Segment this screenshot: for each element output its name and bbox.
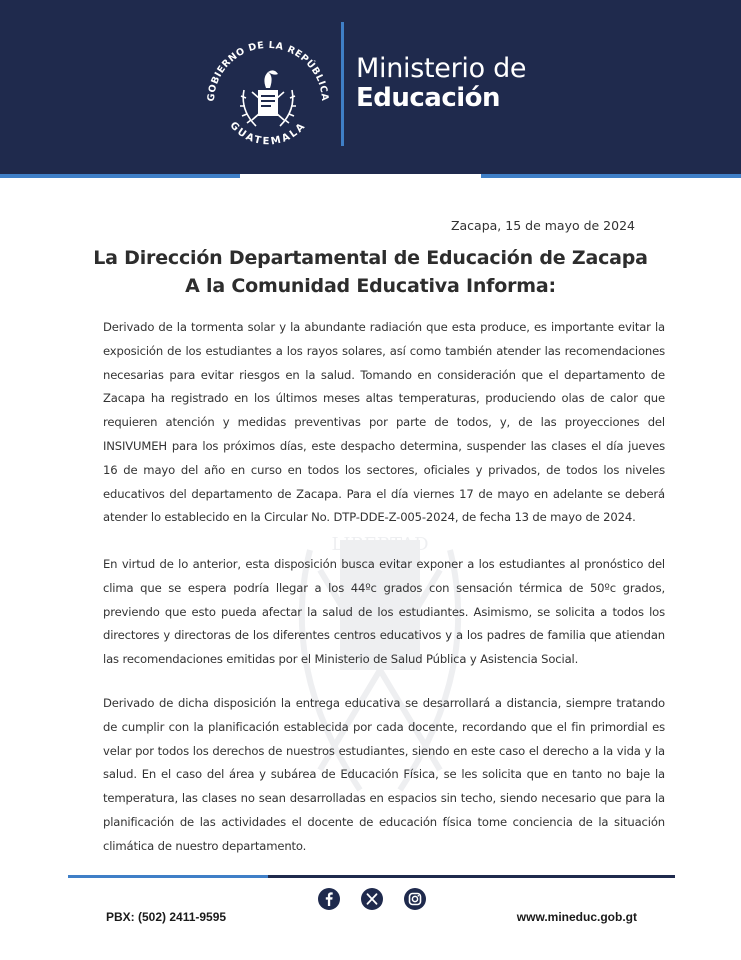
seal-bottom-text: GUATEMALA: [227, 120, 309, 148]
facebook-icon[interactable]: [318, 888, 340, 910]
paragraph-2: En virtud de lo anterior, esta disposición busca evitar exponer a los estudiantes al pronóstico del clima que se espera podría llegar a los 44ºc grados con sensación térmica de 50ºc grados, previendo que esto pueda afectar la salud de los estudiantes. Asimismo, se solicita a todos los directores y directoras de los diferentes centros educativos y a los padres de familia que atiendan las recomendaciones emitidas por el Ministerio de Salud Pública y Asistencia Social.: [103, 557, 665, 667]
coat-of-arms-seal-icon: [200, 40, 336, 150]
ministry-logo-text: [356, 54, 526, 112]
svg-text:GUATEMALA: [227, 120, 308, 147]
header-stripe: [0, 174, 741, 180]
watermark-text: LIBERTAD: [331, 534, 429, 555]
x-icon[interactable]: [361, 888, 383, 910]
document-title-line1: La Dirección Departamental de Educación de Zacapa: [93, 247, 648, 269]
ministry-name-line2: Educación: [356, 83, 501, 113]
seal-top-text: GOBIERNO DE LA REPÚBLICA: [205, 40, 331, 102]
document-date: Zacapa, 15 de mayo de 2024: [450, 218, 635, 233]
paragraph-3: Derivado de dicha disposición la entrega educativa se desarrollará a distancia, siempre tratando de cumplir con la planificación establecida por cada docente, recordando que el fin primordial es velar por todos los derechos de nuestros estudiantes, siendo en este caso el derecho a la vida y la salud. En el caso del área y subárea de Educación Física, se les solicita que en tanto no baje la temperatura, las clases no sean desarrolladas en espacios sin techo, siendo necesario que para la planificación de las actividades el docente de educación física tome conciencia de la situación climática de nuestro departamento.: [103, 696, 665, 853]
ministry-name-line1: Ministerio de: [356, 53, 527, 84]
footer-divider: [68, 875, 675, 879]
instagram-icon[interactable]: [404, 888, 426, 910]
header-divider: [341, 22, 344, 146]
pbx-phone: PBX: (502) 2411-9595: [106, 910, 227, 924]
document-title-line2: A la Comunidad Educativa Informa:: [185, 275, 556, 297]
website-link[interactable]: www.mineduc.gob.gt: [516, 910, 637, 924]
header-banner: [0, 0, 741, 174]
paragraph-1: Derivado de la tormenta solar y la abundante radiación que esta produce, es importante evitar la exposición de los estudiantes a los rayos solares, así como también atender las recomendaciones necesarias para evitar riesgos en la salud. Tomando en consideración que el departamento de Zacapa ha registrado en los últimos meses altas temperaturas, produciendo olas de calor que requieren atención y medidas preventivas por parte de todos, y, de las proyecciones del INSIVUMEH para los próximos días, este despacho determina, suspender las clases el día jueves 16 de mayo del año en curso en todos los sectores, oficiales y privados, de todos los niveles educativos del departamento de Zacapa. Para el día viernes 17 de mayo en adelante se deberá atender lo establecido en la Circular No. DTP-DDE-Z-005-2024, de fecha 13 de mayo de 2024.: [103, 320, 665, 525]
